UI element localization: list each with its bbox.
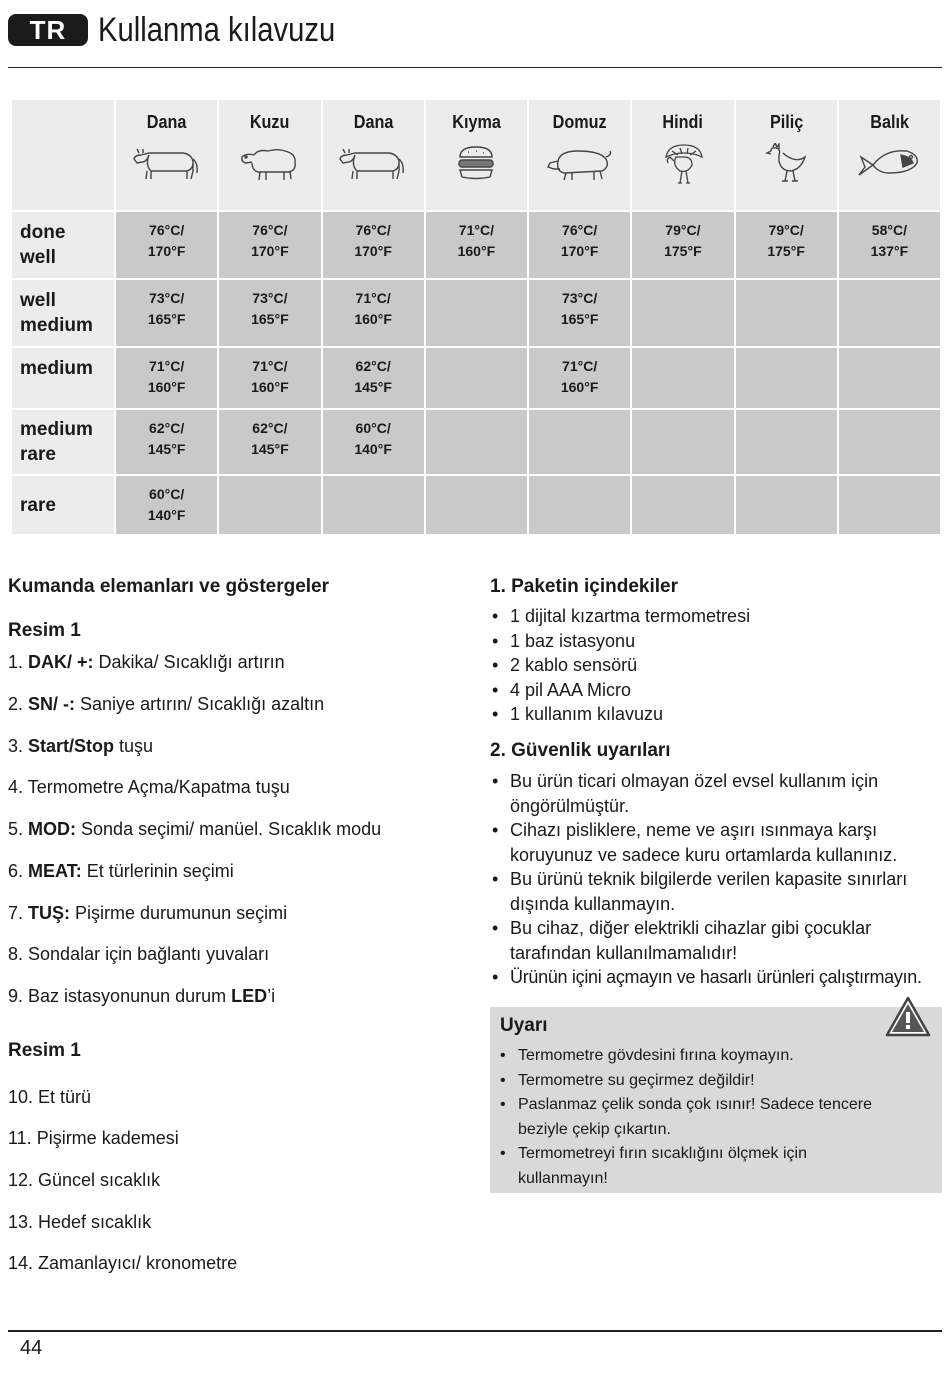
table-cell: 73°C/ 165°F [529,280,630,346]
column-header-minced: Kıyma [426,100,527,210]
list-item: • Termometreyi fırın sıcaklığını ölçmek için kullanmayın! [498,1142,928,1191]
sheep-icon [238,143,302,183]
list-item: 1. DAK/ +: Dakika/ Sıcaklığı artırın [8,652,285,672]
list-item: • Bu ürünü teknik bilgilerde verilen kapasite sınırları dışında kullanmayın. [490,867,942,916]
list-item: 5. MOD: Sonda seçimi/ manüel. Sıcaklık modu [8,819,382,839]
table-cell [839,348,940,408]
burger-icon [454,143,498,183]
table-cell: 71°C/ 160°F [323,280,424,346]
table-cell: 71°C/ 160°F [529,348,630,408]
table-cell: 76°C/ 170°F [529,212,630,278]
list-item: • Ürünün içini açmayın ve hasarlı ürünleri çalıştırmayın. [490,965,942,990]
table-cell: 62°C/ 145°F [116,410,217,474]
table-row [12,410,940,474]
list-item: • 2 kablo sensörü [490,653,942,678]
table-cell: 73°C/ 165°F [219,280,320,346]
fish-icon [855,143,923,183]
table-cell [529,410,630,474]
table-cell [632,476,733,534]
table-row [12,280,940,346]
list-item: • Termometre su geçirmez değildir! [498,1069,928,1094]
table-corner-cell [12,100,114,210]
table-cell: 76°C/ 170°F [323,212,424,278]
package-heading: 1. Paketin içindekiler [490,576,678,597]
list-item: • Bu cihaz, diğer elektrikli cihazlar gibi çocuklar tarafından kullanılmamalıdır! [490,916,942,965]
warning-list [498,1044,928,1191]
row-label: done well [12,212,114,278]
list-item: 10. Et türü [8,1087,92,1107]
language-badge: TR [8,14,88,46]
column-header-turkey: Hindi [632,100,733,210]
figure-1-label-2: Resim 1 [8,1040,81,1061]
list-item: 13. Hedef sıcaklık [8,1212,152,1232]
column-header-lamb: Kuzu [219,100,320,210]
table-row [12,476,940,534]
table-cell [632,410,733,474]
table-cell [632,348,733,408]
table-cell: 71°C/ 160°F [116,348,217,408]
package-list [490,604,942,727]
warning-triangle-icon [884,995,932,1039]
safety-list [490,769,942,990]
list-item: 14. Zamanlayıcı/ kronometre [8,1253,238,1273]
table-cell [426,410,527,474]
row-label: rare [12,476,114,534]
list-item: • 1 dijital kızartma termometresi [490,604,942,629]
table-cell: 76°C/ 170°F [116,212,217,278]
turkey-icon [658,143,708,187]
row-label: well medium [12,280,114,346]
list-item: • Bu ürün ticari olmayan özel evsel kullanım için öngörülmüştür. [490,769,942,818]
table-cell: 60°C/ 140°F [116,476,217,534]
table-cell [529,476,630,534]
table-cell: 60°C/ 140°F [323,410,424,474]
list-item: 8. Sondalar için bağlantı yuvaları [8,944,270,964]
table-row [12,348,940,408]
table-cell [426,348,527,408]
list-item: • 4 pil AAA Micro [490,678,942,703]
table-cell [736,348,837,408]
table-cell: 71°C/ 160°F [219,348,320,408]
list-item: 2. SN/ -: Saniye artırın/ Sıcaklığı azaltın [8,694,325,714]
table-cell [736,410,837,474]
column-header-beef: Dana [116,100,217,210]
footer-rule [8,1330,942,1332]
table-cell: 71°C/ 160°F [426,212,527,278]
table-cell: 79°C/ 175°F [736,212,837,278]
table-cell: 58°C/ 137°F [839,212,940,278]
table-cell: 76°C/ 170°F [219,212,320,278]
controls-heading: Kumanda elemanları ve göstergeler [8,576,330,597]
table-cell [323,476,424,534]
page-header [8,8,374,52]
list-item: 4. Termometre Açma/Kapatma tuşu [8,777,290,797]
row-label: medium rare [12,410,114,474]
table-cell [426,476,527,534]
table-cell: 62°C/ 145°F [219,410,320,474]
column-header-fish: Balık [839,100,940,210]
doneness-temperature-table [10,98,942,536]
list-item: • Paslanmaz çelik sonda çok ısınır! Sadece tencere beziyle çekip çıkartın. [498,1093,928,1142]
cow-icon [337,143,409,183]
table-cell: 79°C/ 175°F [632,212,733,278]
column-header-pork: Domuz [529,100,630,210]
table-cell [736,476,837,534]
list-item: 9. Baz istasyonunun durum LED’i [8,986,276,1006]
table-cell: 62°C/ 145°F [323,348,424,408]
warning-box [490,1007,942,1193]
chicken-icon [761,143,811,187]
table-header-row [12,100,940,210]
table-cell [426,280,527,346]
table-row [12,212,940,278]
table-cell [736,280,837,346]
pig-icon [544,143,616,183]
column-header-chicken: Piliç [736,100,837,210]
list-item: 6. MEAT: Et türlerinin seçimi [8,861,234,881]
table-cell [632,280,733,346]
list-item: 7. TUŞ: Pişirme durumunun seçimi [8,903,288,923]
figure-1-label: Resim 1 [8,620,81,641]
header-rule [8,67,942,68]
list-item: • Termometre gövdesini fırına koymayın. [498,1044,928,1069]
list-item: • 1 kullanım kılavuzu [490,702,942,727]
document-title: Kullanma kılavuzu [98,10,336,49]
page-number: 44 [20,1337,43,1359]
row-label: medium [12,348,114,408]
cow-icon [131,143,203,183]
warning-title: Uyarı [500,1015,548,1036]
table-cell [219,476,320,534]
list-item: • 1 baz istasyonu [490,629,942,654]
table-cell: 73°C/ 165°F [116,280,217,346]
list-item: • Cihazı pisliklere, neme ve aşırı ısınmaya karşı koruyunuz ve sadece kuru ortamlarda kullanınız. [490,818,942,867]
safety-heading: 2. Güvenlik uyarıları [490,740,671,761]
list-item: 3. Start/Stop tuşu [8,736,154,756]
table-cell [839,410,940,474]
list-item: 11. Pişirme kademesi [8,1128,179,1148]
list-item: 12. Güncel sıcaklık [8,1170,161,1190]
table-cell [839,476,940,534]
table-cell [839,280,940,346]
column-header-veal: Dana [323,100,424,210]
